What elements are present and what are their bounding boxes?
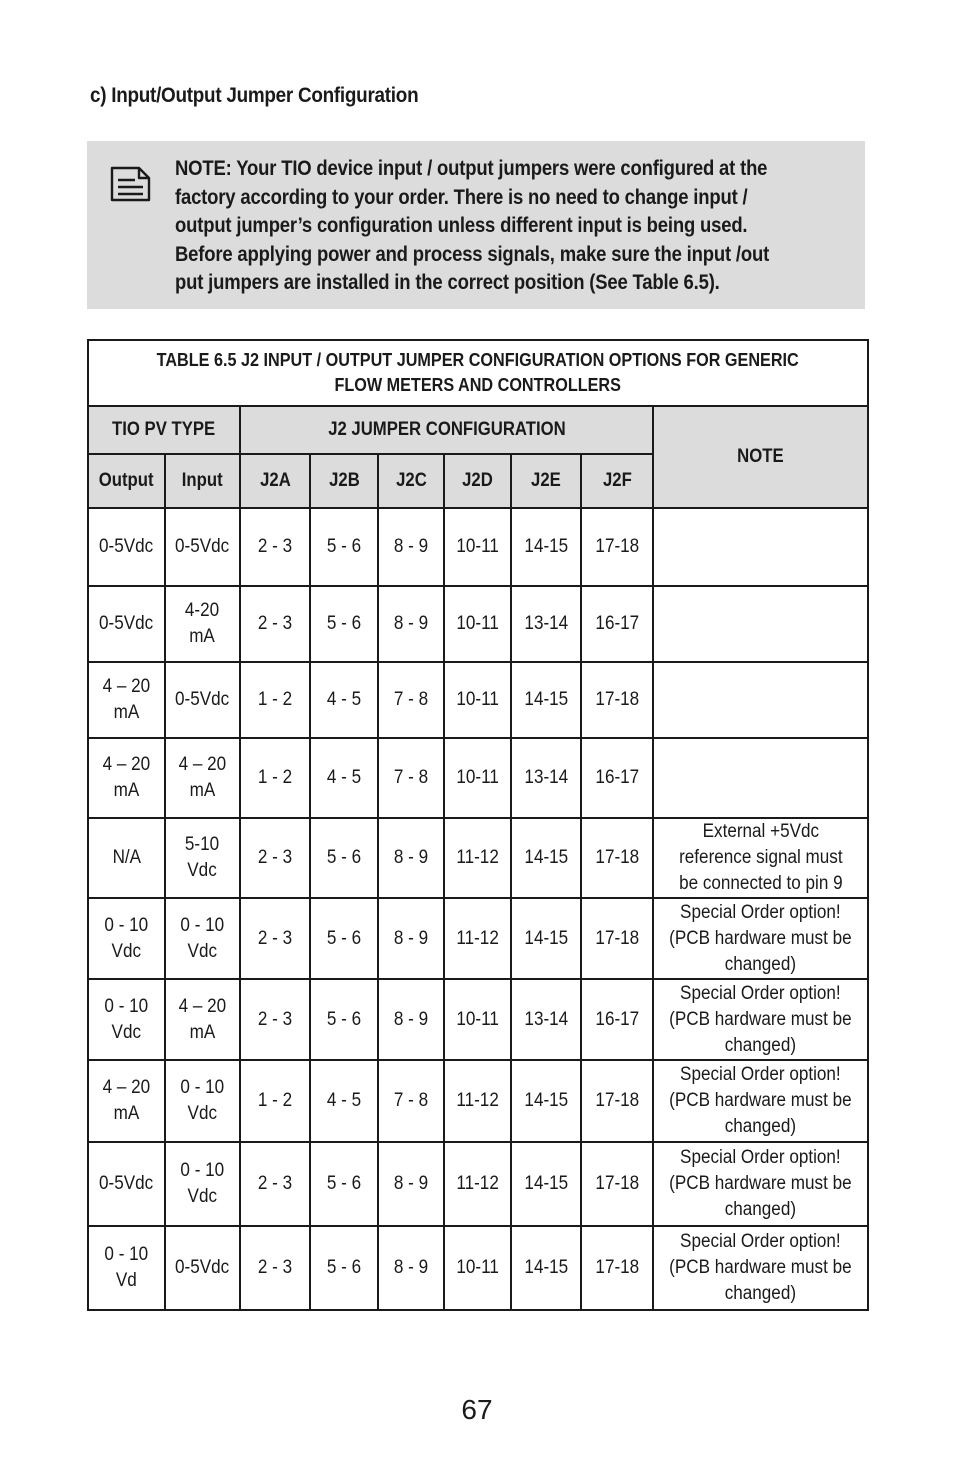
cell-j2c: 8 - 9	[378, 1142, 444, 1226]
cell-j2c: 8 - 9	[378, 898, 444, 979]
jumper-config-table	[87, 339, 869, 1311]
column-header-j2e: J2E	[511, 454, 581, 508]
header-note: NOTE	[653, 406, 868, 508]
cell-j2a: 2 - 3	[240, 979, 310, 1060]
cell-j2e: 14-15	[511, 1142, 581, 1226]
cell-j2d: 10-11	[444, 979, 511, 1060]
cell-output: 0-5Vdc	[88, 508, 165, 586]
cell-j2e: 14-15	[511, 898, 581, 979]
table-row	[88, 1060, 868, 1142]
table-row	[88, 898, 868, 979]
table-row	[88, 586, 868, 662]
cell-note	[653, 738, 868, 818]
cell-note: Special Order option! (PCB hardware must be changed)	[653, 898, 868, 979]
table-row	[88, 1142, 868, 1226]
cell-j2a: 2 - 3	[240, 508, 310, 586]
cell-note	[653, 508, 868, 586]
cell-j2c: 8 - 9	[378, 1226, 444, 1310]
cell-note: Special Order option! (PCB hardware must be changed)	[653, 1142, 868, 1226]
header-pv-type: TIO PV TYPE	[88, 406, 240, 454]
cell-j2f: 17-18	[581, 662, 653, 738]
cell-input: 0-5Vdc	[165, 662, 240, 738]
cell-input: 0 - 10 Vdc	[165, 898, 240, 979]
cell-j2b: 5 - 6	[310, 898, 378, 979]
cell-j2f: 17-18	[581, 898, 653, 979]
note-line: put jumpers are installed in the correct position (See Table 6.5).	[175, 271, 720, 295]
cell-note: Special Order option! (PCB hardware must be changed)	[653, 979, 868, 1060]
column-header-j2b: J2B	[310, 454, 378, 508]
cell-j2b: 5 - 6	[310, 586, 378, 662]
cell-j2b: 5 - 6	[310, 1226, 378, 1310]
table-row	[88, 738, 868, 818]
cell-output: 4 – 20 mA	[88, 738, 165, 818]
cell-j2e: 14-15	[511, 818, 581, 898]
note-line: factory according to your order. There is no need to change input /	[175, 185, 748, 209]
cell-j2d: 11-12	[444, 818, 511, 898]
cell-note: External +5Vdc reference signal must be connected to pin 9	[653, 818, 868, 898]
cell-j2d: 10-11	[444, 586, 511, 662]
column-header-output: Output	[88, 454, 165, 508]
column-header-j2d: J2D	[444, 454, 511, 508]
cell-input: 0 - 10 Vdc	[165, 1060, 240, 1142]
section-heading: c) Input/Output Jumper Configuration	[90, 84, 419, 107]
cell-j2e: 13-14	[511, 738, 581, 818]
cell-j2b: 5 - 6	[310, 1142, 378, 1226]
cell-output: 4 – 20 mA	[88, 1060, 165, 1142]
cell-j2f: 17-18	[581, 1226, 653, 1310]
cell-j2b: 4 - 5	[310, 1060, 378, 1142]
cell-j2e: 14-15	[511, 662, 581, 738]
cell-j2e: 13-14	[511, 979, 581, 1060]
cell-j2c: 8 - 9	[378, 508, 444, 586]
cell-j2c: 8 - 9	[378, 818, 444, 898]
column-header-input: Input	[165, 454, 240, 508]
note-box	[87, 141, 865, 309]
cell-j2b: 4 - 5	[310, 662, 378, 738]
cell-input: 4 – 20 mA	[165, 738, 240, 818]
cell-output: 0 - 10 Vdc	[88, 979, 165, 1060]
table-caption-line: FLOW METERS AND CONTROLLERS	[334, 375, 622, 395]
cell-note: Special Order option! (PCB hardware must be changed)	[653, 1060, 868, 1142]
document-note-icon	[109, 165, 153, 203]
cell-j2a: 1 - 2	[240, 1060, 310, 1142]
column-header-j2c: J2C	[378, 454, 444, 508]
cell-j2b: 4 - 5	[310, 738, 378, 818]
cell-j2a: 2 - 3	[240, 1142, 310, 1226]
cell-j2f: 16-17	[581, 979, 653, 1060]
note-text	[175, 155, 782, 298]
page-number: 67	[461, 1394, 493, 1425]
cell-output: 0-5Vdc	[88, 586, 165, 662]
cell-output: 4 – 20 mA	[88, 662, 165, 738]
note-line: output jumper’s configuration unless different input is being used.	[175, 214, 748, 238]
column-header-j2a: J2A	[240, 454, 310, 508]
table-row	[88, 662, 868, 738]
note-line: NOTE: Your TIO device input / output jumpers were configured at the	[175, 157, 768, 180]
cell-j2a: 2 - 3	[240, 898, 310, 979]
cell-output: 0 - 10 Vd	[88, 1226, 165, 1310]
cell-j2c: 8 - 9	[378, 586, 444, 662]
cell-note	[653, 662, 868, 738]
cell-j2f: 17-18	[581, 818, 653, 898]
cell-j2b: 5 - 6	[310, 508, 378, 586]
cell-input: 0 - 10 Vdc	[165, 1142, 240, 1226]
cell-j2f: 17-18	[581, 1060, 653, 1142]
table-row	[88, 1226, 868, 1310]
note-line: Before applying power and process signals, make sure the input /out	[175, 242, 770, 266]
cell-j2a: 2 - 3	[240, 818, 310, 898]
cell-output: 0 - 10 Vdc	[88, 898, 165, 979]
cell-j2c: 7 - 8	[378, 738, 444, 818]
cell-input: 0-5Vdc	[165, 508, 240, 586]
cell-output: N/A	[88, 818, 165, 898]
cell-j2d: 10-11	[444, 662, 511, 738]
cell-input: 4-20 mA	[165, 586, 240, 662]
header-jumper-config: J2 JUMPER CONFIGURATION	[240, 406, 653, 454]
cell-j2e: 13-14	[511, 586, 581, 662]
cell-j2b: 5 - 6	[310, 979, 378, 1060]
cell-j2f: 17-18	[581, 1142, 653, 1226]
cell-j2b: 5 - 6	[310, 818, 378, 898]
cell-j2d: 10-11	[444, 508, 511, 586]
table-caption	[88, 340, 868, 406]
cell-j2a: 2 - 3	[240, 586, 310, 662]
cell-input: 0-5Vdc	[165, 1226, 240, 1310]
cell-j2d: 11-12	[444, 1142, 511, 1226]
cell-note	[653, 586, 868, 662]
cell-note: Special Order option! (PCB hardware must be changed)	[653, 1226, 868, 1310]
cell-input: 5-10 Vdc	[165, 818, 240, 898]
cell-j2a: 1 - 2	[240, 662, 310, 738]
cell-j2a: 1 - 2	[240, 738, 310, 818]
table-row	[88, 508, 868, 586]
table-caption-line: TABLE 6.5 J2 INPUT / OUTPUT JUMPER CONFIGURATION OPTIONS FOR GENERIC	[156, 350, 800, 370]
cell-j2d: 11-12	[444, 1060, 511, 1142]
cell-j2d: 10-11	[444, 738, 511, 818]
cell-j2e: 14-15	[511, 1226, 581, 1310]
cell-j2d: 10-11	[444, 1226, 511, 1310]
cell-j2c: 7 - 8	[378, 1060, 444, 1142]
table-row	[88, 818, 868, 898]
cell-j2a: 2 - 3	[240, 1226, 310, 1310]
cell-j2c: 7 - 8	[378, 662, 444, 738]
table-row	[88, 979, 868, 1060]
cell-j2e: 14-15	[511, 1060, 581, 1142]
cell-j2e: 14-15	[511, 508, 581, 586]
cell-j2f: 16-17	[581, 738, 653, 818]
cell-j2c: 8 - 9	[378, 979, 444, 1060]
cell-j2d: 11-12	[444, 898, 511, 979]
column-header-j2f: J2F	[581, 454, 653, 508]
cell-j2f: 17-18	[581, 508, 653, 586]
cell-input: 4 – 20 mA	[165, 979, 240, 1060]
cell-j2f: 16-17	[581, 586, 653, 662]
cell-output: 0-5Vdc	[88, 1142, 165, 1226]
